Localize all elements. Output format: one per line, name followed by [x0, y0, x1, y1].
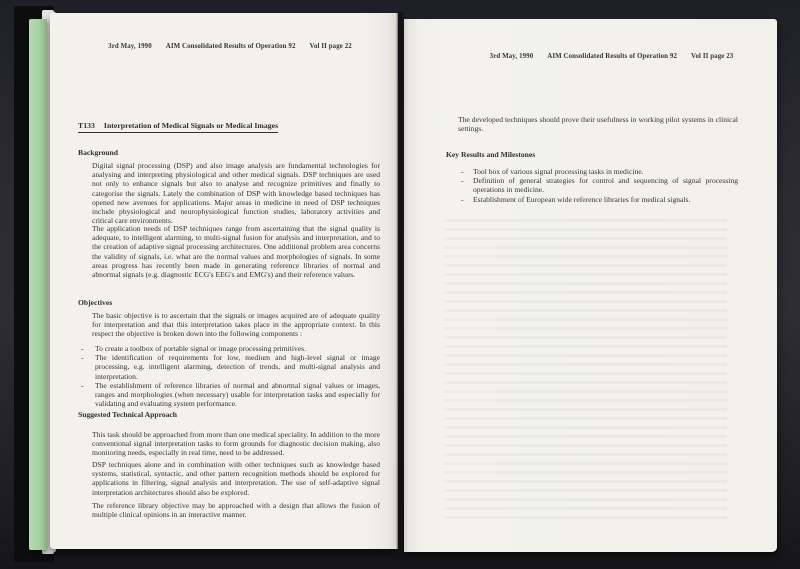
section-title	[78, 121, 278, 133]
objectives-bullet-list	[81, 344, 380, 408]
list-item	[461, 195, 738, 204]
header-page-number: Vol II page 22	[309, 43, 352, 50]
list-item	[461, 176, 738, 194]
continuation-paragraph: The developed techniques should prove their usefulness in working pilot systems in clinical settings.	[458, 115, 738, 134]
task-title: Interpretation of Medical Signals or Medical Images	[103, 121, 279, 130]
show-through-texture	[444, 219, 727, 519]
approach-heading: Suggested Technical Approach	[78, 410, 178, 419]
bullet-text: Tool box of various signal processing tasks in medicine.	[473, 167, 644, 176]
task-id: T133	[78, 121, 95, 130]
left-page	[50, 13, 398, 549]
approach-paragraph-1: This task should be approached from more than one medical speciality. In addition to the more conventional signal interpretation tasks to form grounds for diagnostic decision making, also monitoring needs, especially in real time, need to be addressed.	[92, 430, 380, 458]
background-heading: Background	[78, 148, 118, 157]
approach-paragraph-2: DSP techniques alone and in combination with other techniques such as knowledge based systems, statistical, syntactic, and other pattern recognition methods should be explored for applications in filtering, signal analysis and interpretation. The use of self-adaptive signal interpretation architectures should also be explored.	[92, 460, 380, 497]
bullet-text: The identification of requirements for low, medium and high-level signal or image processing, e.g. intelligent alarming, detection of trends, and multi-signal analysis and interpretation.	[95, 353, 380, 381]
header-date: 3rd May, 1990	[489, 53, 534, 60]
bullet-dash: -	[81, 344, 84, 353]
list-item	[81, 344, 380, 353]
bullet-text: Establishment of European wide reference libraries for medical signals.	[473, 194, 691, 204]
bullet-dash: -	[461, 194, 464, 204]
header-date: 3rd May, 1990	[108, 43, 152, 50]
header-doc-title: AIM Consolidated Results of Operation 92	[547, 53, 678, 60]
bullet-text: Definition of general strategies for control and sequencing of signal processing operations in medicine.	[473, 176, 738, 195]
key-results-heading: Key Results and Milestones	[446, 150, 536, 159]
running-header-left	[50, 43, 398, 50]
objectives-heading: Objectives	[78, 298, 113, 307]
bullet-dash: -	[81, 353, 84, 363]
header-page-number: Vol II page 23	[691, 53, 734, 60]
list-item	[461, 167, 738, 176]
bullet-dash: -	[461, 167, 464, 176]
background-paragraph-2: The application needs of DSP techniques range from ascertaining that the signal quality is adequate, to intelligent alarming, to multi-signal fusion for analysis and interpretation, and to the creation of adaptive signal processing architectures. One additional problem area concerns the validity of signals, i.e. what are the normal values and morphologies of signals. In some areas progress has recently been made in generating reference libraries of normal and abnormal signals (e.g. diagnostic ECG's EEG's and EMG's) and their reference values.	[92, 224, 380, 280]
background-paragraph-1: Digital signal processing (DSP) and also image analysis are fundamental technologies for analysing and interpreting physiological and other medical signals. DSP techniques are used not only to enhance signals but also to analyse and recognize primitives and finally to categorise the signals. Lately the combination of DSP with knowledge based techniques has opened new avenues for applications. Major areas in medicine in need of DSP techniques include physiological and neurophysiological function studies, laboratory activities and critical care environments.	[92, 161, 380, 226]
running-header-right	[404, 53, 777, 60]
green-page-edge	[29, 19, 47, 550]
bullet-text: The establishment of reference libraries of normal and abnormal signal values or images, ranges and morphologies (when necessary) usable for interpretation tasks and especially for validating and evaluating system performance.	[95, 380, 380, 409]
bullet-dash: -	[81, 380, 84, 390]
objectives-intro: The basic objective is to ascertain that the signals or images acquired are of adequate quality for interpretation and that this interpretation takes place in the appropriate context. In this respect the objective is broken down into the following components :	[92, 311, 380, 339]
right-page	[404, 19, 777, 552]
bullet-dash: -	[461, 176, 464, 186]
list-item	[81, 353, 380, 381]
header-doc-title: AIM Consolidated Results of Operation 92	[165, 43, 296, 50]
list-item	[81, 381, 380, 409]
key-results-bullet-list	[461, 167, 738, 204]
bullet-text: To create a toolbox of portable signal or image processing primitives.	[95, 344, 306, 353]
approach-paragraph-3: The reference library objective may be approached with a design that allows the fusion of multiple clinical opinions in an interactive manner.	[92, 501, 380, 520]
